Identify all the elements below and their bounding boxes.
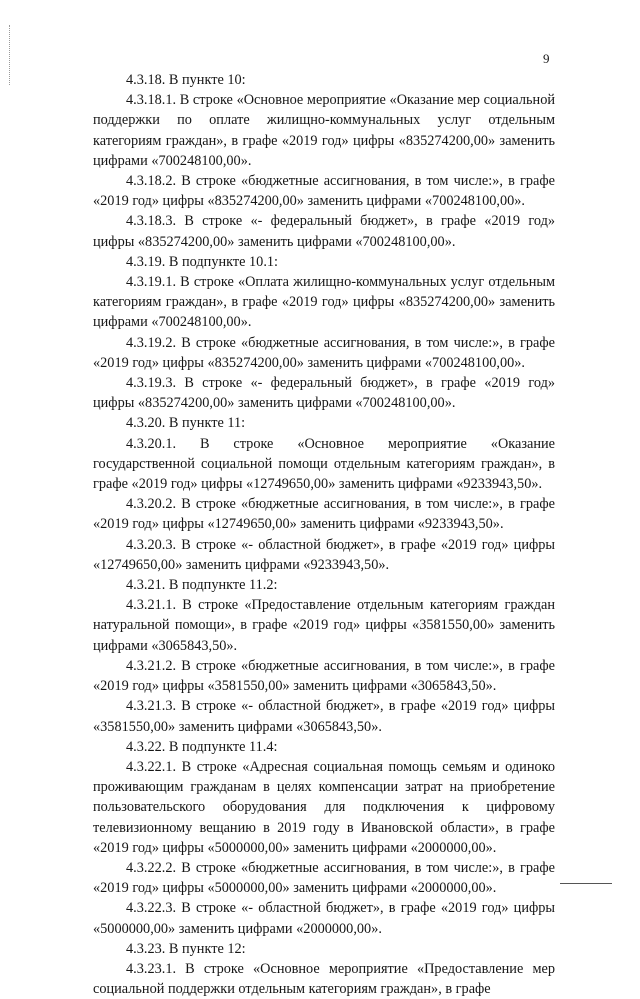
binding-dots [9,25,10,85]
paragraph-4-3-22-3: 4.3.22.3. В строке «- областной бюджет», в графе «2019 год» цифры «5000000,00» заменить цифрами «2000000,00». [93,900,555,937]
page-number: 9 [543,51,550,66]
paragraph-4-3-19-3: 4.3.19.3. В строке «- федеральный бюджет», в графе «2019 год» цифры «835274200,00» заменить цифрами «700248100,00». [93,375,555,412]
paragraph-4-3-21-3: 4.3.21.3. В строке «- областной бюджет», в графе «2019 год» цифры «3581550,00» заменить цифрами «3065843,50». [93,698,555,735]
paragraph-4-3-22-1: 4.3.22.1. В строке «Адресная социальная помощь семьям и одиноко проживающим гражданам в целях компенсации затрат на приобретение пользовательского оборудования для подключения к цифровому телевизионному вещанию в 2019 году в Ивановской области», в графе «2019 год» цифры «5000000,00» заменить цифрами «2000000,00». [93,758,555,856]
paragraph-4-3-23-1: 4.3.23.1. В строке «Основное мероприятие «Предоставление мер социальной поддержки отдельным категориям граждан», в графе [93,960,555,998]
paragraph-4-3-18-1: 4.3.18.1. В строке «Основное мероприятие «Оказание мер социальной поддержки по оплате жилищно-коммунальных услуг отдельным категориям граждан», в графе «2019 год» цифры «835274200,00» заменить цифрами «700248100,00». [93,92,555,169]
paragraph-4-3-21-1: 4.3.21.1. В строке «Предоставление отдельным категориям граждан натуральной помощи», в графе «2019 год» цифры «3581550,00» заменить цифрами «3065843,50». [93,597,555,654]
paragraph-4-3-19-2: 4.3.19.2. В строке «бюджетные ассигнования, в том числе:», в графе «2019 год» цифры «835274200,00» заменить цифрами «700248100,00». [93,334,555,371]
paragraph-4-3-22: 4.3.22. В подпункте 11.4: [126,738,278,755]
paragraph-4-3-21: 4.3.21. В подпункте 11.2: [126,577,278,594]
paragraph-4-3-22-2: 4.3.22.2. В строке «бюджетные ассигнования, в том числе:», в графе «2019 год» цифры «5000000,00» заменить цифрами «2000000,00». [93,859,555,897]
paragraph-4-3-23: 4.3.23. В пункте 12: [126,940,246,957]
paragraph-4-3-19: 4.3.19. В подпункте 10.1: [126,253,279,270]
footer-rule [560,883,612,884]
paragraph-4-3-20-2: 4.3.20.2. В строке «бюджетные ассигнования, в том числе:», в графе «2019 год» цифры «12749650,00» заменить цифрами «9233943,50». [93,496,555,533]
paragraph-4-3-21-2: 4.3.21.2. В строке «бюджетные ассигнования, в том числе:», в графе «2019 год» цифры «3581550,00» заменить цифрами «3065843,50». [93,657,555,695]
paragraph-4-3-20-3: 4.3.20.3. В строке «- областной бюджет», в графе «2019 год» цифры «12749650,00» заменить цифрами «9233943,50». [93,536,555,573]
paragraph-4-3-18: 4.3.18. В пункте 10: [126,72,246,88]
paragraph-4-3-20: 4.3.20. В пункте 11: [126,415,246,432]
paragraph-4-3-18-3: 4.3.18.3. В строке «- федеральный бюджет», в графе «2019 год» цифры «835274200,00» заменить цифрами «700248100,00». [93,213,555,250]
paragraph-4-3-18-2: 4.3.18.2. В строке «бюджетные ассигнования, в том числе:», в графе «2019 год» цифры «835274200,00» заменить цифрами «700248100,00». [93,173,555,210]
document-body [93,70,555,999]
paragraph-4-3-19-1: 4.3.19.1. В строке «Оплата жилищно-коммунальных услуг отдельным категориям граждан», в графе «2019 год» цифры «835274200,00» заменить цифрами «700248100,00». [93,274,555,331]
paragraph-4-3-20-1: 4.3.20.1. В строке «Основное мероприятие «Оказание государственной социальной помощи отдельным категориям граждан», в графе «2019 год» цифры «12749650,00» заменить цифрами «9233943,50». [93,435,555,493]
